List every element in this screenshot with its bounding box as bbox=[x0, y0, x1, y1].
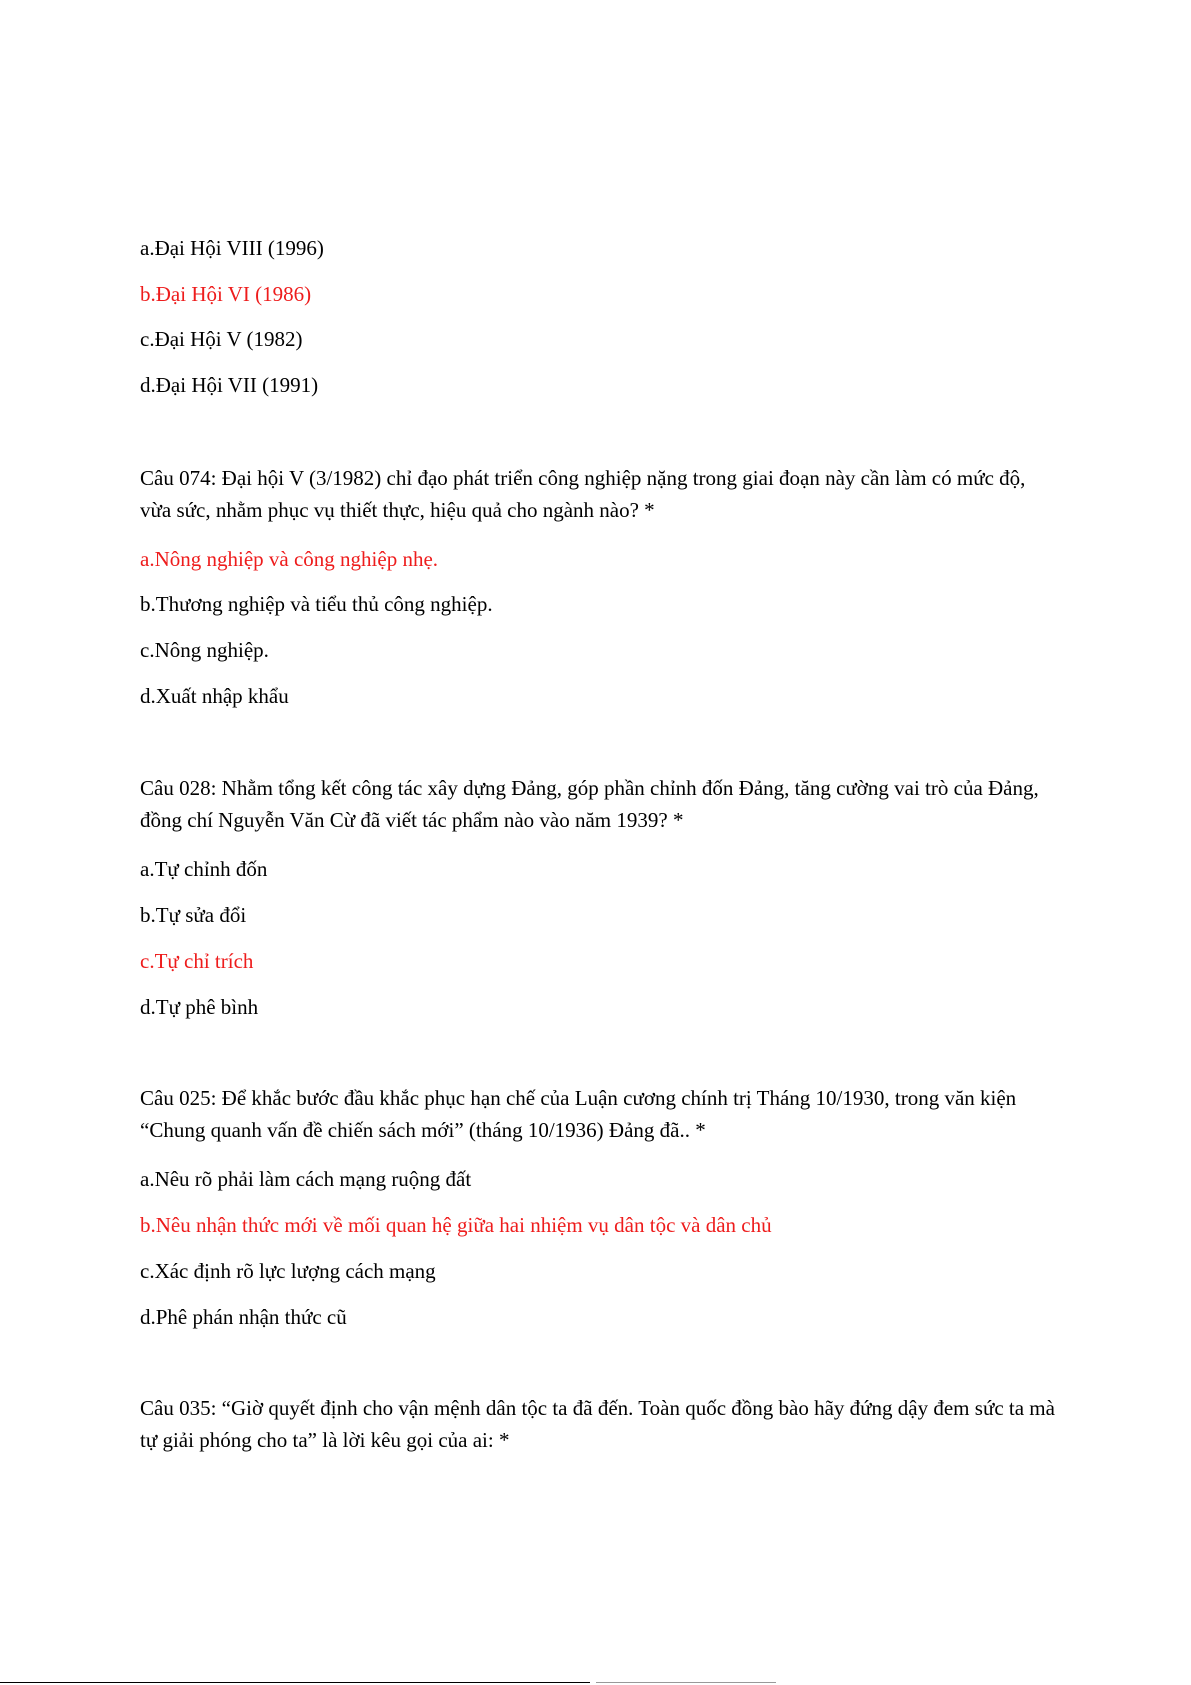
question-035: Câu 035: “Giờ quyết định cho vận mệnh dân tộc ta đã đến. Toàn quốc đồng bào hãy đứng dậy đem sức ta mà tự giải phóng cho ta” là lời kêu gọi của ai: * bbox=[140, 1396, 1055, 1452]
option-b: b.Thương nghiệp và tiểu thủ công nghiệp. bbox=[140, 592, 493, 616]
option-c-correct: c.Tự chỉ trích bbox=[140, 949, 254, 973]
question-025: Câu 025: Để khắc bước đầu khắc phục hạn chế của Luận cương chính trị Tháng 10/1930, trong văn kiện “Chung quanh vấn đề chiến sách mới” (tháng 10/1936) Đảng đã.. * bbox=[140, 1086, 1017, 1142]
question-074: Câu 074: Đại hội V (3/1982) chỉ đạo phát triển công nghiệp nặng trong giai đoạn này cần làm có mức độ, vừa sức, nhằm phục vụ thiết thực, hiệu quả cho ngành nào? * bbox=[140, 466, 1026, 522]
option-a: a.Nêu rõ phải làm cách mạng ruộng đất bbox=[140, 1167, 472, 1191]
option-c: c.Đại Hội V (1982) bbox=[140, 327, 303, 351]
option-b-correct: b.Nêu nhận thức mới về mối quan hệ giữa hai nhiệm vụ dân tộc và dân chủ bbox=[140, 1213, 772, 1237]
option-c: c.Xác định rõ lực lượng cách mạng bbox=[140, 1259, 436, 1283]
option-a-correct: a.Nông nghiệp và công nghiệp nhẹ. bbox=[140, 547, 439, 571]
option-d: d.Phê phán nhận thức cũ bbox=[140, 1305, 347, 1329]
option-d: d.Tự phê bình bbox=[140, 995, 259, 1019]
question-028: Câu 028: Nhằm tổng kết công tác xây dựng Đảng, góp phần chỉnh đốn Đảng, tăng cường vai trò của Đảng, đồng chí Nguyễn Văn Cừ đã viết tác phẩm nào vào năm 1939? * bbox=[140, 776, 1039, 832]
page-bottom-rule bbox=[0, 1682, 590, 1683]
option-c: c.Nông nghiệp. bbox=[140, 638, 269, 662]
option-a: a.Đại Hội VIII (1996) bbox=[140, 236, 324, 260]
option-b-correct: b.Đại Hội VI (1986) bbox=[140, 282, 312, 306]
option-b: b.Tự sửa đổi bbox=[140, 903, 247, 927]
option-a: a.Tự chỉnh đốn bbox=[140, 857, 268, 881]
page-bottom-rule-faint bbox=[596, 1682, 776, 1683]
option-d: d.Xuất nhập khẩu bbox=[140, 684, 289, 708]
option-d: d.Đại Hội VII (1991) bbox=[140, 373, 319, 397]
